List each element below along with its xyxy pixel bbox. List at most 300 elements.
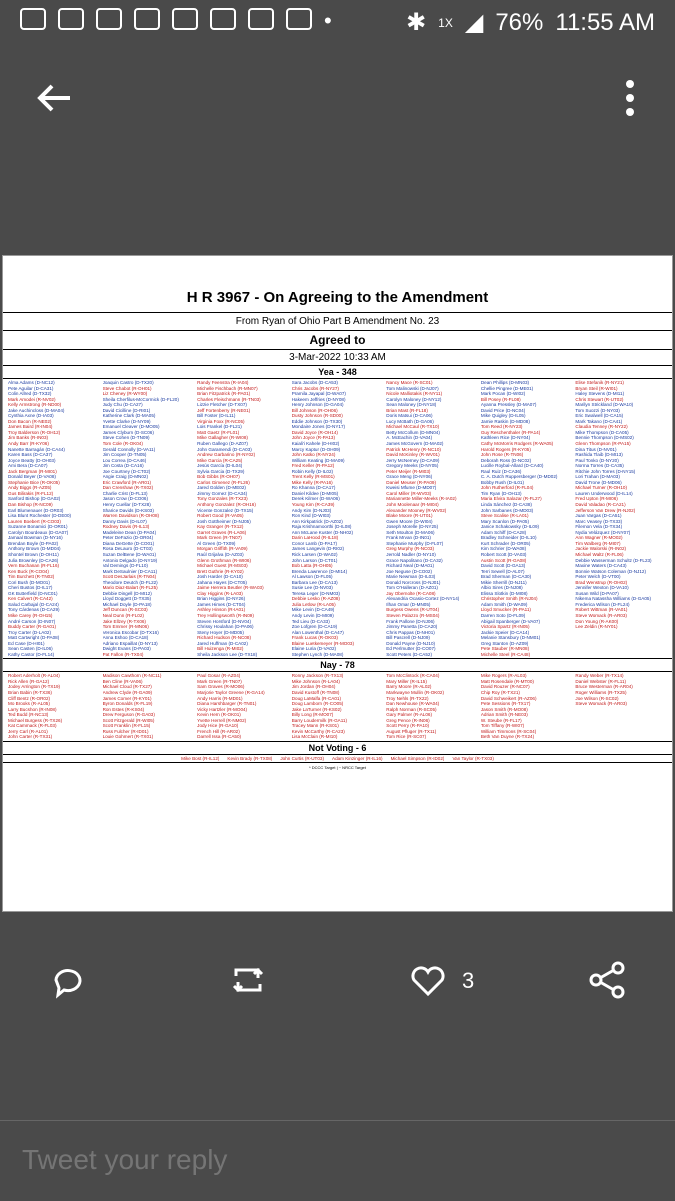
member-name: Jim Costa (D-CA16) [102,463,144,469]
member-name: Scott DesJarlais (R-TN04) [102,574,157,580]
battery-percent: 76% [495,8,544,36]
flipboard-icon [210,8,236,30]
reply-icon[interactable] [48,960,88,1000]
member-name: Cathy McMorris Rodgers (R-WA05) [480,441,554,447]
member-name: David Trone (D-MD06) [575,479,622,485]
member-name: Seth Moulton (D-MA06) [386,529,435,535]
member-name: Scott Peters (D-CA52) [386,651,432,657]
member-name: Maria Elvira Salazar (R-FL27) [480,496,542,502]
member-name: Mario Diaz-Balart (R-FL25) [102,585,158,591]
member-name: Michael Simpson (R-ID02) [390,755,445,761]
member-name: Bill Pascrell (D-NJ09) [386,635,430,641]
member-name: Ann McLane Kuster (D-NH02) [291,529,353,535]
member-name: Byron Donalds (R-FL19) [102,701,153,707]
member-name: David Scott (D-GA13) [480,563,526,569]
member-name: Emanuel Cleaver (D-MO05) [102,424,160,430]
member-name: John Larson (D-CT01) [291,557,338,563]
member-name: Henry Johnson (D-GA04) [291,402,344,408]
member-name: Peter DeFazio (D-OR04) [102,535,154,541]
member-name: Tom Emmer (R-MN06) [102,624,149,630]
member-name: Bill Johnson (R-OH06) [291,407,338,413]
member-name: Garret Graves (R-LA06) [197,529,247,535]
member-name: Buddy Carter (R-GA01) [8,624,56,630]
member-name: Doug Lamborn (R-CO05) [291,701,344,707]
member-name: Robin Kelly (D-IL02) [291,468,334,474]
member-name: Tim Ryan (D-OH13) [480,490,522,496]
member-name: Joe Wilson (R-SC02) [575,695,619,701]
member-name: Lisa Blunt Rochester (D-DE00) [8,513,72,519]
member-name: Fred Upton (R-MI06) [575,496,618,502]
member-name: Nancy Mace (R-SC01) [386,380,433,385]
member-name: Kat Cammack (R-FL03) [8,723,57,729]
member-name: Mark DeSaulnier (D-CA11) [102,568,158,574]
member-name: Bobby Rush (D-IL01) [480,479,524,485]
member-name: Sean Maloney (D-NY18) [386,402,437,408]
member-name: David McKinley (R-WV01) [386,452,440,458]
member-name: Steven Horsford (D-NV04) [197,618,252,624]
member-name: GK Butterfield (D-NC01) [8,590,58,596]
member-name: Joseph Morelle (D-NY25) [386,524,439,530]
member-name: Frederica Wilson (D-FL24) [575,601,630,607]
member-name: Raja Krishnamoorthi (D-IL08) [291,524,352,530]
member-name: Bill Foster (D-IL11) [197,413,236,419]
member-name: Vicky Hartzler (R-MO04) [197,706,248,712]
member-name: Betty McCollum (D-MN04) [386,429,440,435]
member-name: Tom Suozzi (D-NY03) [575,407,620,413]
member-name: Brian Higgins (D-NY26) [197,596,246,602]
member-name: Patrick McHenry (R-NC10) [386,446,441,452]
member-name: Dan Bishop (R-NC09) [8,502,53,508]
member-name: Joe Courtney (D-CT02) [102,468,151,474]
member-name: Jody Hice (R-GA10) [197,723,239,729]
member-name: Albio Sires (D-NJ08) [480,585,523,591]
member-name: Cliff Bentz (R-OR02) [8,695,51,701]
member-name: Don Young (R-AK00) [575,618,619,624]
result-text: Agreed to [3,330,672,349]
member-name: Andrew Garbarino (R-NY02) [197,452,256,458]
member-name: Joe Neguse (D-CO02) [386,568,432,574]
member-name: Sara Jacobs (D-CA53) [291,380,338,385]
member-name: Earl Blumenauer (D-OR03) [8,507,64,513]
member-name: Raúl Grijalva (D-AZ03) [197,551,244,557]
member-name: Tim Walberg (R-MI07) [575,540,621,546]
member-name: Carolyn Maloney (D-NY12) [386,396,442,402]
member-name: Linda Sánchez (D-CA38) [480,502,532,508]
member-name: Markwayne Mullin (R-OK02) [386,689,444,695]
member-name: W. Steube (R-FL17) [480,717,522,723]
member-name: Melanie Stansbury (D-NM01) [480,635,541,641]
member-name: Alan Lowenthal (D-CA47) [291,629,344,635]
member-name: C. A. Dutch Ruppersberger (D-MD02) [480,474,558,480]
member-name: Ritchie John Torres (D-NY15) [575,468,636,474]
more-options-icon[interactable] [625,80,635,120]
member-name: Sylvia Garcia (D-TX29) [197,468,245,474]
member-name: Colin Allred (D-TX32) [8,391,52,397]
reply-bar [0,1120,675,1201]
member-name: Mikie Sherrill (D-NJ11) [480,579,527,585]
member-name: Lucille Roybal-Allard (D-CA40) [480,463,544,469]
member-name: Scott Fitzgerald (R-WI05) [102,717,155,723]
member-name: Anthony Brown (D-MD04) [8,546,61,552]
member-name: Lizzie Fletcher (D-TX07) [197,402,247,408]
member-name: Veronica Escobar (D-TX16) [102,629,159,635]
member-name: Bonnie Watson Coleman (D-NJ12) [575,568,646,574]
member-name: André Carson (D-IN07) [8,618,56,624]
nay-header: Nay - 78 [3,659,672,672]
member-name: David Valadao (R-CA21) [575,502,626,508]
member-name: Norma Torres (D-CA35) [575,463,624,469]
member-name: Guy Reschenthaler (R-PA14) [480,429,541,435]
pinwheel-icon [248,8,274,30]
member-name: Victoria Spartz (R-IN05) [480,624,530,630]
member-name: Jim Banks (R-IN03) [8,435,49,441]
member-name: Anna Eshoo (D-CA18) [102,635,149,641]
member-name: Bradley Schneider (D-IL10) [480,535,537,541]
member-name: Lou Correa (D-CA46) [102,457,147,463]
member-name: Robert Wittman (R-VA01) [575,607,628,613]
member-name: Marilyn Strickland (D-WA10) [575,402,634,408]
amendment-subtitle: From Ryan of Ohio Part B Amendment No. 23 [3,312,672,330]
member-name: Carolyn Bourdeaux (D-GA07) [8,529,69,535]
footnote: * DCCC Target | ~ NRCC Target [309,765,366,771]
member-name: Teresa Leger (D-NM03) [291,590,340,596]
member-name: Frank Mrvan (D-IN01) [386,535,431,541]
member-name: Ruben Gallego (D-AZ07) [197,441,248,447]
member-name: Mike Carey (R-OH15) [8,612,53,618]
member-name: Richard Neal (D-MA01) [386,563,435,569]
member-name: Elise Stefanik (R-NY21) [575,380,624,385]
member-name [575,734,667,740]
vote-datetime: 3-Mar-2022 10:33 AM [3,349,672,365]
member-name: Sharice Davids (D-KS03) [102,507,154,513]
tweet-actions [0,950,675,1010]
member-name: James Baird (R-IN04) [8,424,53,430]
member-name: Henry Cuellar (D-TX28) [102,502,151,508]
member-name: Mike Garcia (R-CA25) [197,457,243,463]
member-name: Van Taylor (R-TX03) [452,755,494,761]
member-name: Ken Buck (R-CO04) [8,568,49,574]
member-name: Lucy McBath (D-GA06) [386,418,434,424]
member-name: Peter Welch (D-VT00) [575,574,621,580]
member-name: Raul Ruiz (D-CA36) [480,468,522,474]
member-name: Andy Levin (D-MI09) [291,612,334,618]
member-name: Gwen Moore (D-WI04) [386,518,433,524]
member-name: Daniel Webster (R-FL11) [575,678,627,684]
member-name: Michael McCaul (R-TX10) [386,424,440,430]
member-name: David Cicilline (D-RI01) [102,407,151,413]
member-name: Bruce Westerman (R-AR04) [575,684,633,690]
member-name: Chip Roy (R-TX21) [480,689,520,695]
member-name: Mark Takano (D-CA41) [575,418,623,424]
member-name: Eric Crawford (R-AR01) [102,479,152,485]
member-name: Bob Latta (R-OH05) [291,563,333,569]
member-name: Darin LaHood (R-IL18) [291,535,339,541]
member-name: Kaiali'i Kahele (D-HI02) [291,441,340,447]
member-name: David Kustoff (R-TN08) [291,689,340,695]
member-name: Brenda Lawrence (D-MI14) [291,568,348,574]
member-name: Grace Meng (D-NY06) [386,474,433,480]
member-name: Nicole Malliotakis (R-NY11) [386,391,443,397]
status-bar [0,0,675,44]
like-count: 3 [462,968,475,993]
member-name: Angie Craig (D-MN02) [102,474,149,480]
member-name: Andy Biggs (R-AZ05) [8,485,52,491]
member-name: Brett Guthrie (R-KY02) [197,568,244,574]
member-name: Ann Wagner (R-MO02) [575,535,623,541]
member-name: Kweisi Mfume (D-MD07) [386,485,437,491]
member-name: Tom Malinowski (D-NJ07) [386,385,439,391]
share-icon[interactable] [588,960,628,1000]
member-name: August Pfluger (R-TX11) [386,728,437,734]
member-name: Russ Fulcher (R-ID01) [102,728,149,734]
member-name: Matt Gaetz (R-FL01) [197,429,240,435]
member-name: Tom Reed (R-NY23) [480,424,523,430]
member-name: Kevin McCarthy (R-CA23) [291,728,345,734]
member-name: Yvette Clarke (D-NY09) [102,418,151,424]
member-name: Rashida Tlaib (D-MI13) [575,452,623,458]
member-name: Marjorie Taylor Greene (R-GA14) [197,689,265,695]
member-name: Madeleine Dean (D-PA04) [102,529,157,535]
member-name: Julia Letlow (R-LA05) [291,601,336,607]
member-name: Jamie Raskin (D-MD08) [480,418,530,424]
member-name: Young Kim (R-CA39) [291,502,335,508]
member-name: Darrell Issa (R-CA50) [197,734,242,740]
member-name: Suzanne Bonamici (D-OR01) [8,524,68,530]
member-name: Elaine Luria (D-VA02) [291,646,337,652]
bill-title: H R 3967 - On Agreeing to the Amendment [186,289,489,306]
member-name: Mike Gallagher (R-WI08) [197,435,248,441]
member-name: Jimmy Panetta (D-CA20) [386,624,438,630]
system-icons [406,8,655,37]
member-name: David Schweikert (R-AZ06) [480,695,537,701]
member-name: Barry Loudermilk (R-GA11) [291,717,348,723]
member-name: John Garamendi (D-CA03) [197,446,252,452]
member-name: Jefferson Van Drew (R-NJ02) [575,507,636,513]
app-bar [0,60,675,140]
member-name: Kevin Brady (R-TX08) [227,755,273,761]
member-name: Robert Good (R-VA05) [197,513,244,519]
member-name: Terri Sewell (D-AL07) [480,568,525,574]
member-name: Liz Cheney (R-WY00) [102,391,148,397]
member-name: Susan Wild (D-PA07) [575,590,619,596]
member-name: Darren Soto (D-FL09) [480,612,526,618]
member-name: Ralph Norman (R-SC05) [386,706,437,712]
member-name: Jake LaTurner (R-KS02) [291,706,342,712]
member-name [575,652,667,658]
member-name: Frank Pallone (D-NJ06) [386,618,435,624]
member-name: Dina Titus (D-NV01) [575,446,617,452]
member-name: Tim Burchett (R-TN02) [8,574,55,580]
signal-icon: ◢ [464,9,484,36]
member-name: John Joyce (R-PA13) [291,435,336,441]
member-name: John Sarbanes (D-MD03) [480,507,534,513]
yea-header: Yea - 348 [3,366,672,379]
member-name: Steve Chabot (R-OH01) [102,385,152,391]
member-name: John Rose (R-TN06) [480,452,524,458]
document-header [3,256,672,366]
member-name: James Comer (R-KY01) [102,695,152,701]
member-name: Ronny Jackson (R-TX13) [291,673,344,679]
member-name: Josh Harder (D-CA10) [197,574,243,580]
member-name: Steve Womack (R-AR03) [575,701,627,707]
member-name: Michael Guest (R-MS03) [197,563,248,569]
member-name: Eric Swalwell (D-CA15) [575,413,624,419]
member-name: Suzan DelBene (D-WA01) [102,551,157,557]
member-name: Jennifer Wexton (D-VA10) [575,585,629,591]
member-name: Morgan Griffith (R-VA09) [197,546,248,552]
member-name: Lois Frankel (D-FL21) [197,424,242,430]
member-name: Pete Stauber (R-MN08) [480,646,530,652]
member-name: Chrissy Houlahan (D-PA06) [197,624,254,630]
member-name: Jake Ellzey (R-TX06) [102,618,146,624]
member-name: Rick Larsen (D-WA02) [291,551,338,557]
member-name: Maxine Waters (D-CA43) [575,563,627,569]
member-name: Jake Auchincloss (D-MA04) [8,407,65,413]
member-name: Dusty Johnson (R-SD00) [291,413,343,419]
member-name: Robert Scott (D-VA03) [480,551,527,557]
member-name: Virginia Foxx (R-NC05) [197,418,245,424]
member-name: Mike Kelly (R-PA16) [291,479,333,485]
member-name: Sean Casten (D-IL06) [8,646,53,652]
member-name: Dan Newhouse (R-WA04) [386,701,440,707]
member-name: Kim Schrier (D-WA08) [480,546,527,552]
member-name: Bill Posey (R-FL08) [480,396,521,402]
notification-icons [20,8,332,34]
member-name: Jason Smith (R-MO08) [480,706,528,712]
member-name: Kathy Castor (D-FL14) [8,651,55,657]
member-name: Katherine Clark (D-MA05) [102,413,156,419]
member-name: Daniel Meuser (R-PA09) [386,479,436,485]
member-name: Jared Golden (D-ME02) [197,485,246,491]
member-name: Alexandria Ocasio-Cortez (D-NY14) [386,596,460,602]
member-name: Jeff Duncan (R-SC03) [102,607,148,613]
clock: 11:55 AM [555,8,655,36]
member-name: Rosa DeLauro (D-CT03) [102,546,153,552]
member-name: Doug LaMalfa (R-CA01) [291,695,341,701]
member-name: Derek Kilmer (D-WA06) [291,496,340,502]
member-name: Ro Khanna (D-CA17) [291,485,336,491]
member-name: Debbie Lesko (R-AZ08) [291,596,340,602]
member-name: Zoe Lofgren (D-CA19) [291,624,338,630]
member-name: Bob Gibbs (R-OH07) [197,474,240,480]
member-name: Alma Adams (D-NC12) [8,380,55,385]
member-name: Blaine Luetkemeyer (R-MO03) [291,640,354,646]
member-name: Daniel Kildee (D-MI05) [291,490,339,496]
member-name: Ben Cline (R-VA06) [102,678,143,684]
member-name: Harold Rogers (R-KY05) [480,446,531,452]
member-name: Cynthia Axne (D-IA03) [8,413,54,419]
member-name: Dan Crenshaw (R-TX02) [102,485,154,491]
member-name: Jesús García (D-IL04) [197,463,243,469]
member-name: Mark Green (R-TN07) [197,535,242,541]
member-name: Jackie Walorski (R-IN02) [575,546,627,552]
retweet-icon[interactable] [228,960,268,1000]
member-name: Adrian Smith (R-NE03) [480,712,528,718]
member-name: Cheri Bustos (D-IL17) [8,585,53,591]
member-name: Rick Allen (R-GA12) [8,678,50,684]
member-name: Jason Crow (D-CO06) [102,496,148,502]
member-name: Ken Calvert (R-CA42) [8,596,53,602]
member-name: Gus Bilirakis (R-FL12) [8,490,54,496]
member-name: Charlie Crist (D-FL13) [102,490,148,496]
member-name: Sanford Bishop (D-GA02) [8,496,61,502]
member-name: Jared Huffman (D-CA02) [197,640,248,646]
member-name: Scott Franklin (R-FL15) [102,723,151,729]
member-name: Michelle Steel (R-CA48) [480,651,531,657]
member-name: Vern Buchanan (R-FL16) [8,563,60,569]
member-name: Beth Van Duyne (R-TX24) [480,734,535,740]
member-name: Tracey Mann (R-KS01) [291,723,339,729]
back-arrow-icon[interactable] [34,78,74,118]
member-name: Ron Estes (R-KS04) [102,706,145,712]
member-name: James Clyburn (D-SC06) [102,429,154,435]
member-name: Don Bacon (R-NE02) [8,418,52,424]
member-name: Filemon Vela (D-TX34) [575,524,623,530]
member-name: Antonio Delgado (D-NY19) [102,557,158,563]
member-name: Kay Granger (R-TX12) [197,524,244,530]
member-name: Steve Womack (R-AR03) [575,612,627,618]
member-name: Pete Aguilar (D-CA31) [8,385,54,391]
gallery-icon [96,8,122,30]
member-name: Barbara Lee (D-CA13) [291,579,338,585]
member-name: Donald Norcross (D-NJ01) [386,579,441,585]
member-name: Jerry McNerney (D-CA09) [386,457,440,463]
member-name: Michael Burgess (R-TX26) [8,717,63,723]
vote-record-image[interactable] [2,255,673,912]
lte-label: 1X [438,15,453,30]
member-name: Vicente Gonzalez (D-TX15) [197,507,254,513]
member-name: Lloyd Doggett (D-TX35) [102,596,152,602]
member-name: Rodney Davis (R-IL13) [102,524,150,530]
member-name: David Rouzer (R-NC07) [480,684,530,690]
member-name: Michelle Fischbach (R-MN07) [197,385,258,391]
member-name: Frank Lucas (R-OK03) [291,635,338,641]
member-name: John Rutherford (R-FL04) [480,485,534,491]
member-name: Gregory Meeks (D-NY05) [386,463,439,469]
member-name: Mark Pocan (D-WI02) [480,391,526,397]
member-name: Joaquin Castro (D-TX20) [102,380,154,385]
member-name: Adam Smith (D-WA09) [480,601,528,607]
member-name: Chris Pappas (D-NH01) [386,629,435,635]
member-name: Lloyd Smucker (R-PA11) [480,607,531,613]
member-name: Nikema Natassha Williams (D-GA05) [575,596,651,602]
member-name: Stephanie Bice (R-OK05) [8,479,60,485]
member-name: Diana Harshbarger (R-TN01) [197,701,257,707]
member-name: Dean Phillips (D-MN03) [480,380,530,385]
reply-input[interactable] [20,1139,644,1181]
member-name: Madison Cawthorn (R-NC11) [102,673,162,679]
member-name: Michael Turner (R-OH10) [575,485,627,491]
member-name: Stephen Lynch (D-MA08) [291,651,344,657]
member-name: Adam Schiff (D-CA28) [480,529,527,535]
member-name: James Langevin (D-RI02) [291,546,345,552]
member-name: John Curtis (R-UT03) [280,755,324,761]
member-name: Judy Chu (D-CA27) [102,402,143,408]
member-name: Jim Cooper (D-TN05) [102,452,147,458]
like-icon[interactable] [408,960,448,1000]
member-name: Matt Rosendale (R-MT00) [480,678,534,684]
member-name: Gary Palmer (R-AL06) [386,712,432,718]
member-name: Randy Weber (R-TX14) [575,673,624,679]
member-name: Charles Fleischmann (R-TN03) [197,396,261,402]
member-name: Abigail Spanberger (D-VA07) [480,618,540,624]
member-name: Troy Nehls (R-TX22) [386,695,429,701]
member-name: Greg Stanton (D-AZ09) [480,640,529,646]
member-name: Larry Bucshon (R-IN08) [8,706,57,712]
member-name: Nydia Velázquez (D-NY07) [575,529,631,535]
member-name: Tony Gonzales (R-TX23) [197,496,248,502]
member-name: Ayanna Pressley (D-MA07) [480,402,537,408]
